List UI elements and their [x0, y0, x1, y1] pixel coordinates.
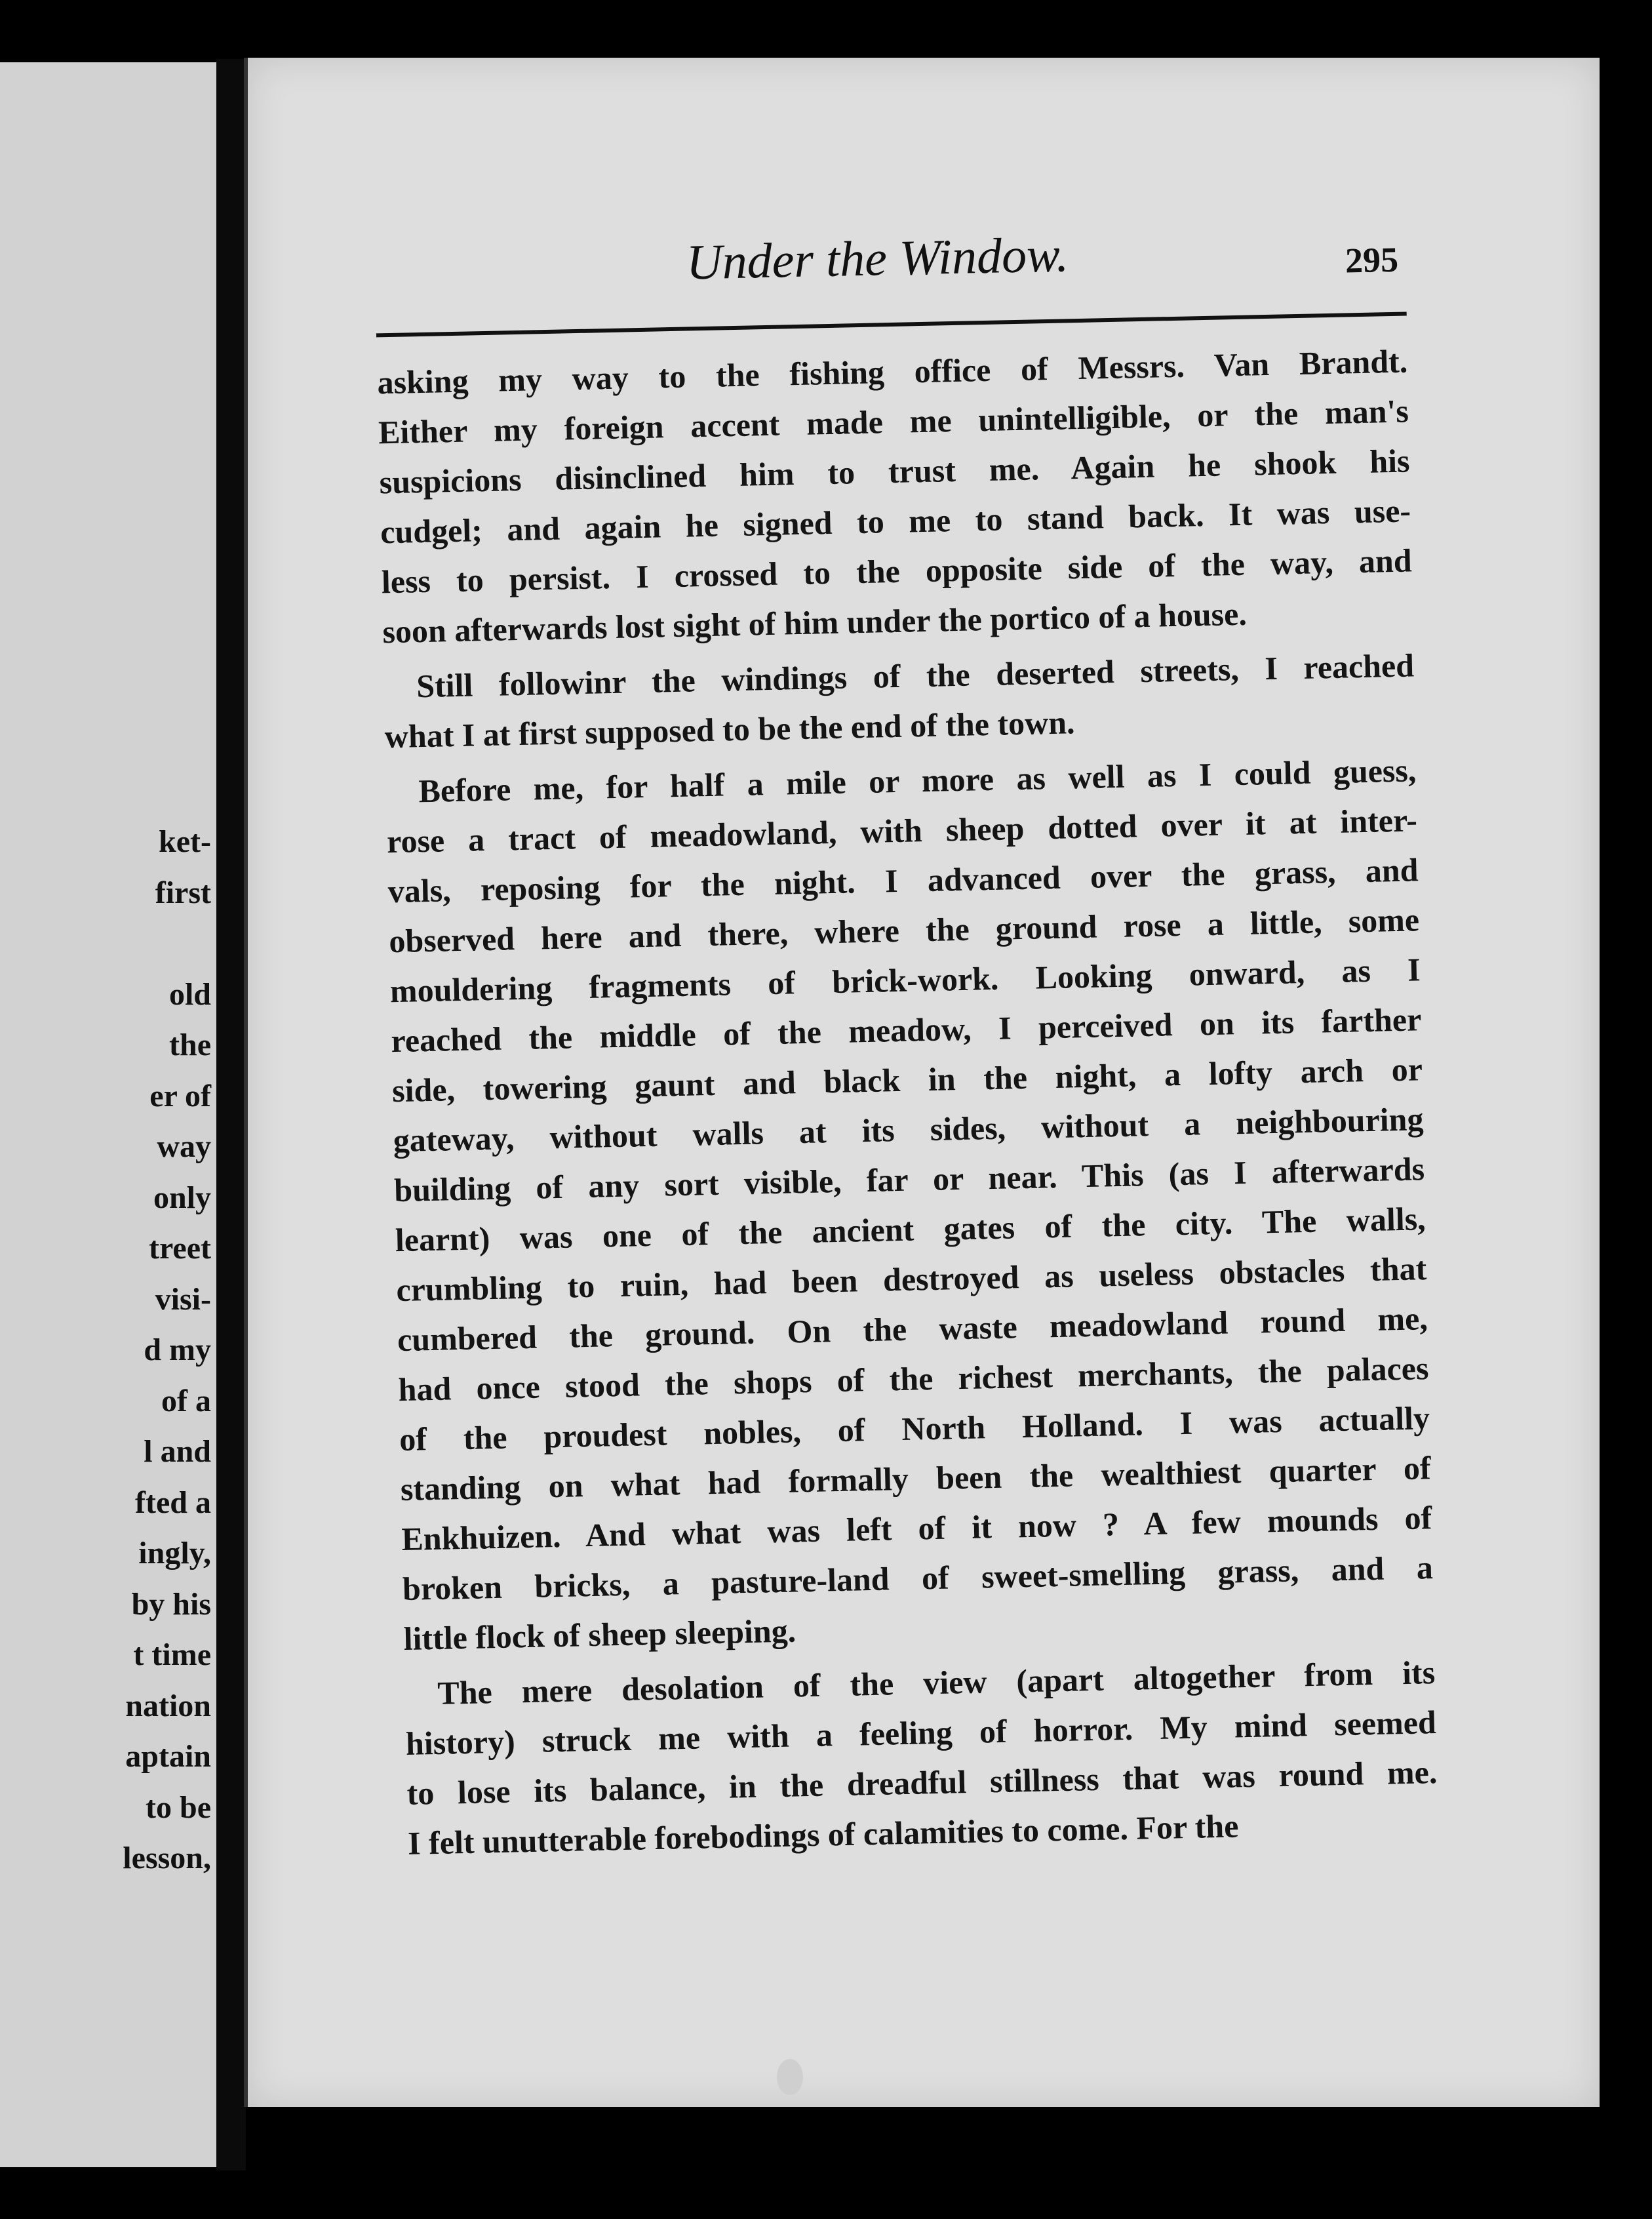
text-line: cudgel; and again he signed to me to stand back. It was use- — [380, 492, 1411, 551]
running-title: Under the Window. — [685, 227, 1069, 290]
left-page-line: the — [169, 1028, 211, 1062]
page-content — [227, 44, 1621, 2121]
text-line: suspicions disinclined him to trust me. Again he shook his — [379, 442, 1410, 501]
text-line: side, towering gaunt and black in the night, a lofty arch or — [391, 1050, 1423, 1110]
text-line: Before me, for half a mile or more as well as I could guess, — [418, 751, 1417, 810]
left-page-fragment — [0, 62, 223, 2167]
text-line: I felt unutterable forebodings of calamities to come. For the — [407, 1807, 1239, 1862]
text-line: asking my way to the fishing office of Messrs. Van Brandt. — [376, 342, 1408, 401]
left-page-line: ket- — [159, 824, 211, 859]
paragraph — [404, 1647, 1439, 1868]
left-page-line: d my — [144, 1332, 211, 1367]
left-page-line: only — [153, 1180, 211, 1215]
text-line: what I at first supposed to be the end of the town. — [384, 704, 1076, 755]
scan-blemish — [777, 2059, 803, 2095]
text-line: crumbling to ruin, had been destroyed as useless obstacles that — [395, 1250, 1427, 1309]
left-page-line: ingly, — [138, 1536, 211, 1570]
text-line: vals, reposing for the night. I advanced over the grass, and — [387, 851, 1419, 910]
left-page-line: first — [155, 875, 211, 910]
left-page-line: t time — [133, 1637, 211, 1672]
text-line: history) struck me with a feeling of horror. My mind seemed — [405, 1704, 1437, 1762]
text-line: The mere desolation of the view (apart altogether from its — [437, 1654, 1436, 1711]
paragraph — [385, 745, 1434, 1664]
right-page — [244, 58, 1600, 2107]
text-line: building of any sort visible, far or near. This (as I afterwards — [393, 1150, 1425, 1209]
text-line: less to persist. I crossed to the opposite side of the way, and — [381, 542, 1413, 601]
header-rule — [376, 312, 1407, 338]
text-line: gateway, without walls at its sides, without a neighbouring — [393, 1100, 1424, 1159]
text-line: broken bricks, a pasture-land of sweet-smelling grass, and a — [402, 1549, 1434, 1608]
left-page-line: of a — [161, 1383, 211, 1418]
left-page-line: lesson, — [123, 1841, 211, 1875]
text-line: mouldering fragments of brick-work. Looking onward, as I — [389, 951, 1421, 1010]
left-page-line: by his — [131, 1586, 211, 1622]
text-line: to lose its balance, in the dreadful stillness that was round me. — [406, 1753, 1438, 1812]
text-line: reached the middle of the meadow, I perceived on its farther — [390, 1001, 1422, 1060]
left-page-line: fted a — [135, 1485, 211, 1520]
text-line: learnt) was one of the ancient gates of the city. The walls, — [395, 1200, 1426, 1259]
left-page-line — [123, 918, 211, 969]
text-line: little flock of sheep sleeping. — [403, 1612, 796, 1657]
left-page-line: treet — [148, 1231, 211, 1266]
text-line: soon afterwards lost sight of him under the portico of a house. — [382, 595, 1248, 650]
left-page-line: old — [168, 976, 211, 1012]
text-line: rose a tract of meadowland, with sheep dotted over it at inter- — [386, 801, 1418, 860]
paragraph — [377, 336, 1413, 656]
text-line: observed here and there, where the ground rose a little, some — [388, 901, 1420, 960]
left-page-line: way — [157, 1129, 211, 1164]
text-line: Enkhuizen. And what was left of it now ? A few mounds of — [401, 1499, 1432, 1558]
text-line: of the proudest nobles, of North Holland. I was actually — [399, 1399, 1430, 1458]
left-page-line: aptain — [125, 1739, 211, 1774]
left-page-line: l and — [144, 1434, 211, 1469]
left-page-line: visi- — [155, 1281, 211, 1317]
text-line: Either my foreign accent made me unintelligible, or the man's — [378, 392, 1409, 451]
text-line: had once stood the shops of the richest merchants, the palaces — [398, 1349, 1429, 1409]
left-page-text — [123, 816, 211, 1884]
text-line: cumbered the ground. On the waste meadowland round me, — [397, 1300, 1428, 1359]
text-line: standing on what had formally been the wealthiest quarter of — [400, 1449, 1432, 1508]
page-number: 295 — [1345, 239, 1399, 281]
left-page-line: er of — [149, 1078, 211, 1113]
body-text — [377, 336, 1439, 1868]
left-page-line: to be — [146, 1789, 211, 1825]
left-page-line: nation — [125, 1688, 211, 1723]
text-line: Still followinr the windings of the deserted streets, I reached — [416, 647, 1415, 705]
